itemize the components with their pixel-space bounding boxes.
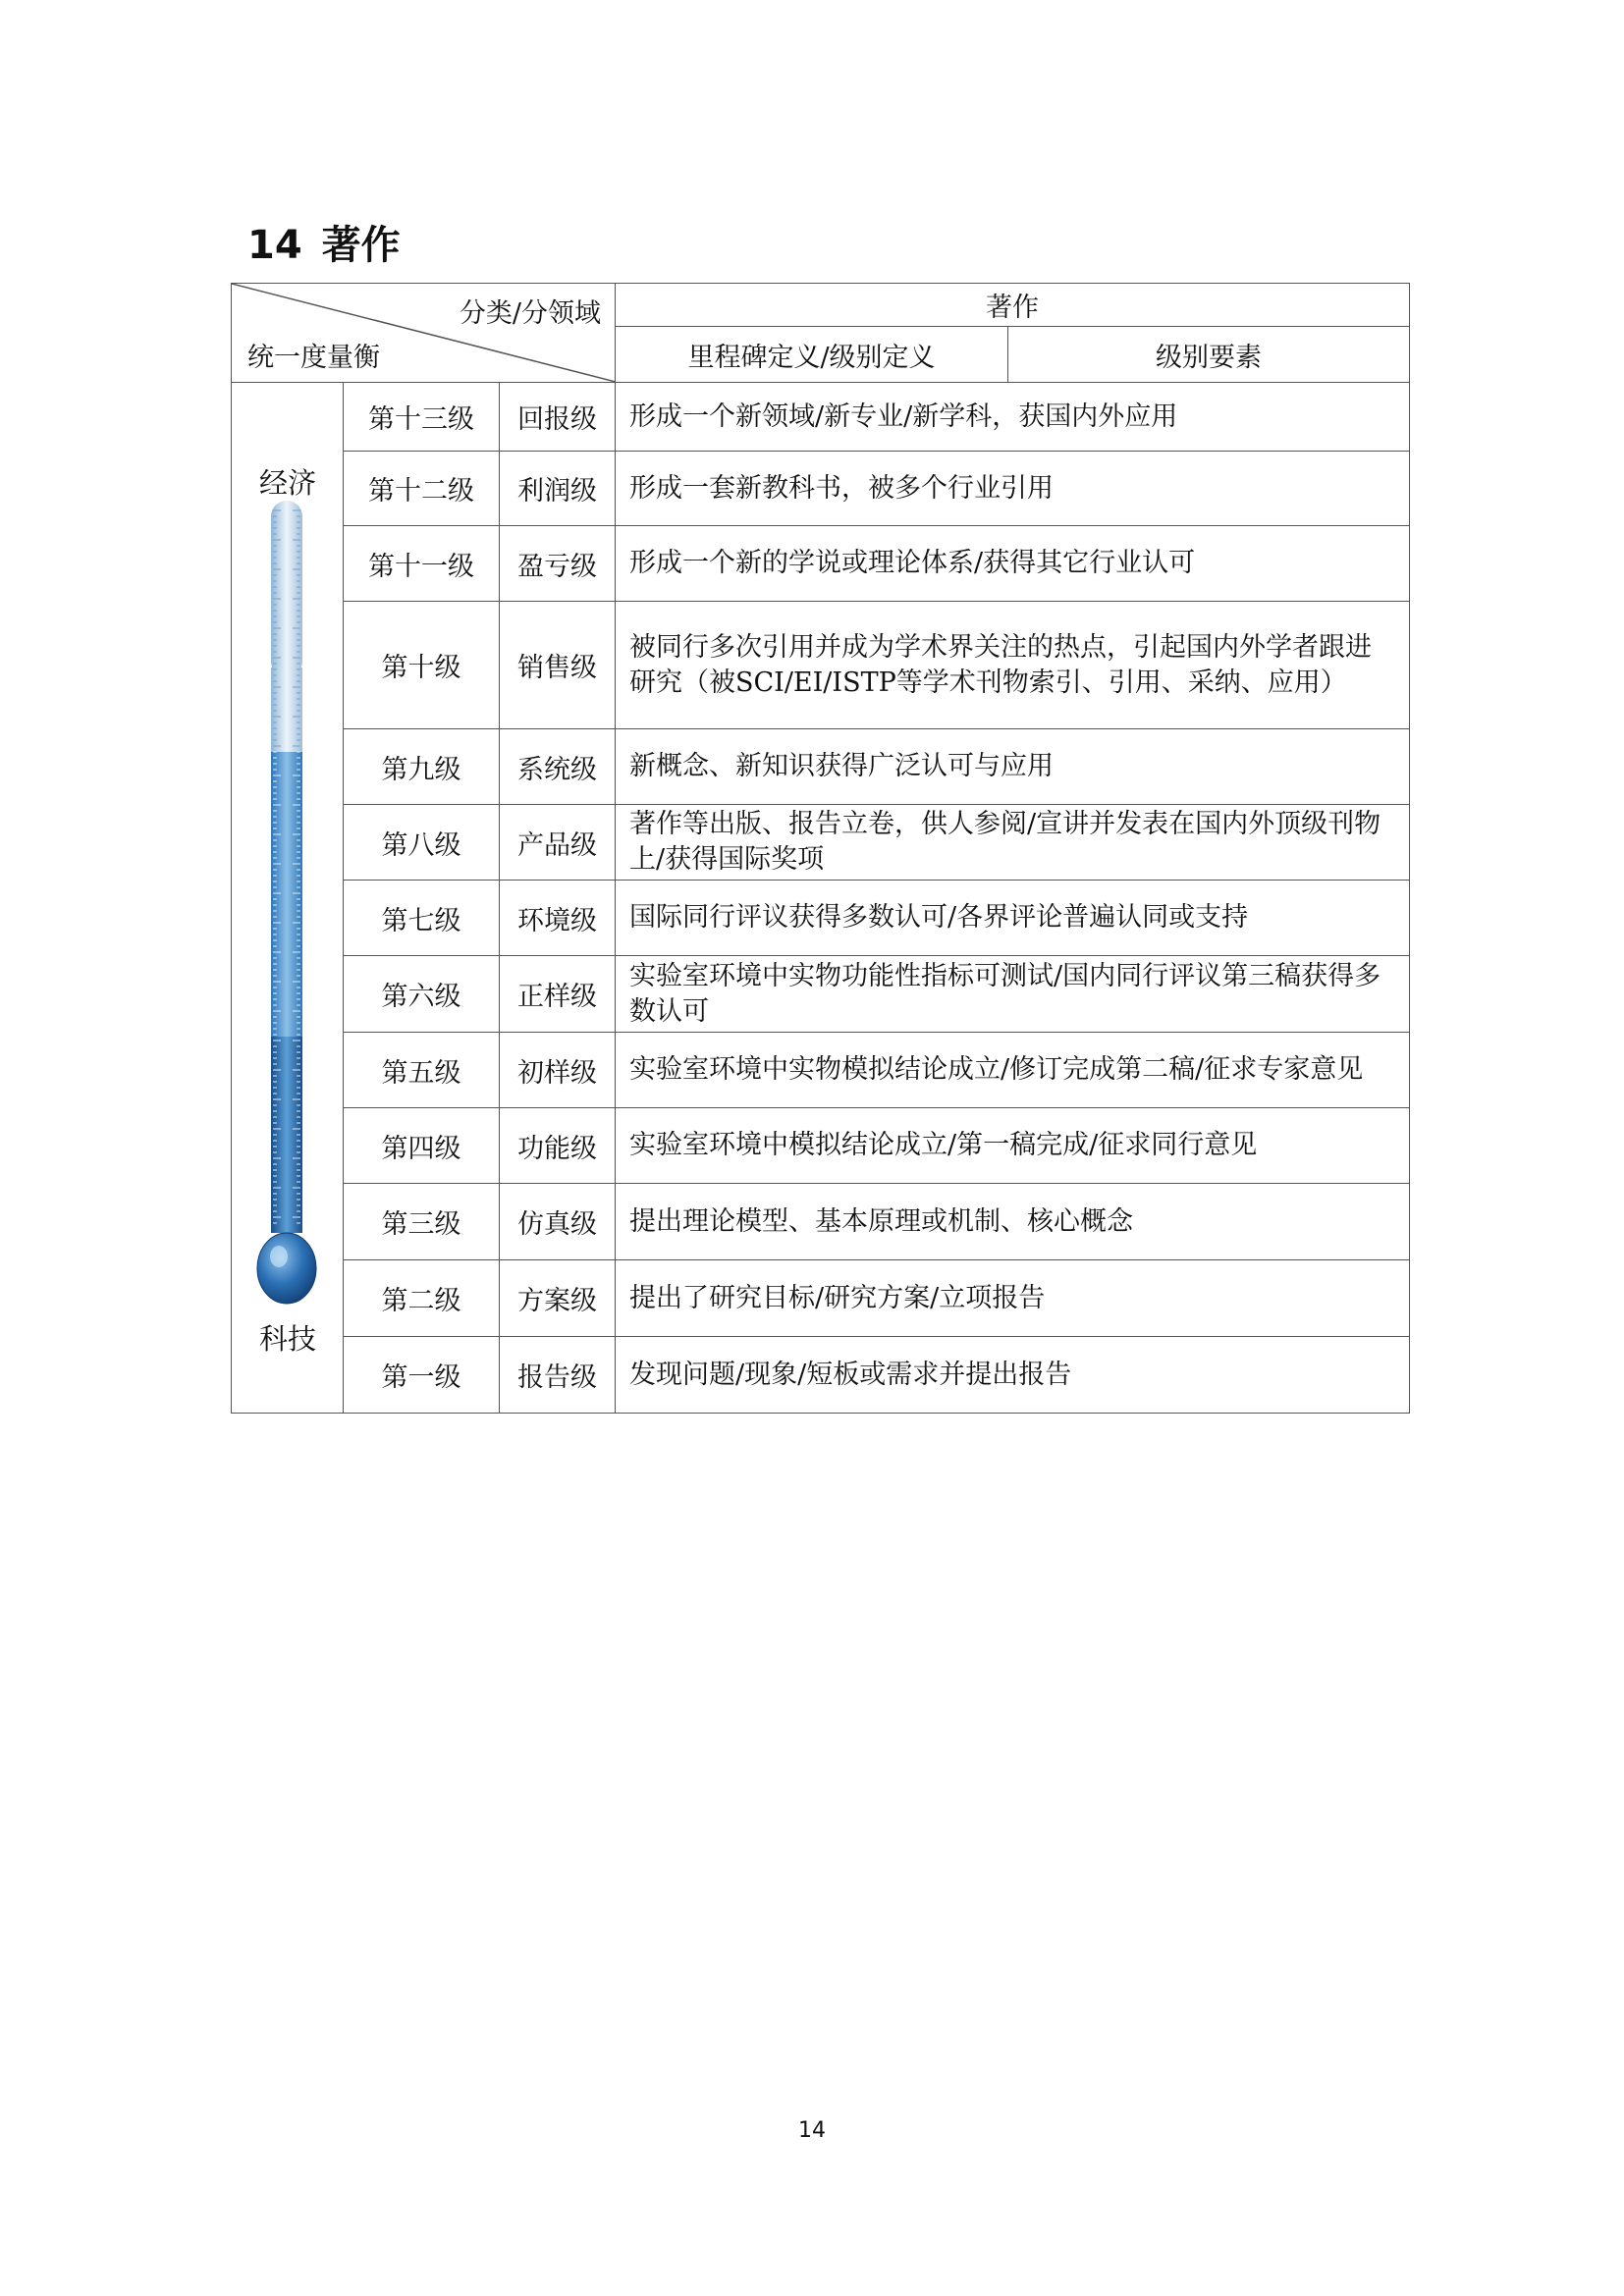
level-number-cell: 第一级: [344, 1337, 500, 1414]
header-corner-cell: [232, 284, 616, 383]
level-definition-cell: 实验室环境中实物模拟结论成立/修订完成第二稿/征求专家意见: [616, 1033, 1410, 1108]
level-name-cell: 销售级: [500, 602, 616, 729]
table-row: [232, 881, 1410, 956]
level-name-cell: 产品级: [500, 805, 616, 881]
table-row: [232, 1108, 1410, 1184]
level-definition-cell: 实验室环境中模拟结论成立/第一稿完成/征求同行意见: [616, 1108, 1410, 1184]
level-name-cell: 利润级: [500, 452, 616, 526]
level-number-cell: 第九级: [344, 729, 500, 805]
level-number-cell: 第六级: [344, 956, 500, 1033]
section-title-text: 著作: [321, 223, 401, 268]
level-name-cell: 系统级: [500, 729, 616, 805]
table-row: [232, 526, 1410, 602]
technology-label: 科技: [258, 1322, 316, 1356]
level-number-cell: 第二级: [344, 1260, 500, 1337]
level-name-cell: 环境级: [500, 881, 616, 956]
section-number: 14: [247, 223, 302, 268]
table-row: [232, 1337, 1410, 1414]
level-number-cell: 第八级: [344, 805, 500, 881]
level-definition-cell: 实验室环境中实物功能性指标可测试/国内同行评议第三稿获得多数认可: [616, 956, 1410, 1033]
level-table: [231, 283, 1410, 1414]
level-number-cell: 第十三级: [344, 383, 500, 452]
level-number-cell: 第三级: [344, 1184, 500, 1260]
level-definition-cell: 形成一个新领域/新专业/新学科，获国内外应用: [616, 383, 1410, 452]
level-name-cell: 回报级: [500, 383, 616, 452]
table-row: [232, 956, 1410, 1033]
table-row: [232, 602, 1410, 729]
domain-header: 著作: [616, 284, 1410, 327]
table-row: [232, 805, 1410, 881]
level-definition-cell: 形成一个新的学说或理论体系/获得其它行业认可: [616, 526, 1410, 602]
level-name-cell: 盈亏级: [500, 526, 616, 602]
table-row: [232, 1260, 1410, 1337]
level-definition-cell: 形成一套新教科书，被多个行业引用: [616, 452, 1410, 526]
level-name-cell: 方案级: [500, 1260, 616, 1337]
definition-column-header: 里程碑定义/级别定义: [616, 327, 1008, 383]
section-title: [247, 214, 420, 270]
level-name-cell: 初样级: [500, 1033, 616, 1108]
table-row: [232, 383, 1410, 452]
level-definition-cell: 国际同行评议获得多数认可/各界评论普遍认同或支持: [616, 881, 1410, 956]
table-row: [232, 452, 1410, 526]
level-number-cell: 第十二级: [344, 452, 500, 526]
unified-measure-label: 统一度量衡: [247, 343, 380, 373]
level-number-cell: 第五级: [344, 1033, 500, 1108]
level-name-cell: 仿真级: [500, 1184, 616, 1260]
level-number-cell: 第四级: [344, 1108, 500, 1184]
level-number-cell: 第十级: [344, 602, 500, 729]
level-name-cell: 正样级: [500, 956, 616, 1033]
thermometer-icon: [232, 383, 344, 1414]
level-definition-cell: 新概念、新知识获得广泛认可与应用: [616, 729, 1410, 805]
economy-label: 经济: [258, 466, 316, 500]
level-definition-cell: 被同行多次引用并成为学术界关注的热点，引起国内外学者跟进研究（被SCI/EI/ISTP等学术刊物索引、引用、采纳、应用）: [616, 602, 1410, 729]
level-definition-cell: 著作等出版、报告立卷，供人参阅/宣讲并发表在国内外顶级刊物上/获得国际奖项: [616, 805, 1410, 881]
table-row: [232, 1033, 1410, 1108]
table-row: [232, 729, 1410, 805]
thermometer-cell: [232, 383, 344, 1414]
level-name-cell: 功能级: [500, 1108, 616, 1184]
level-number-cell: 第七级: [344, 881, 500, 956]
level-definition-cell: 提出理论模型、基本原理或机制、核心概念: [616, 1184, 1410, 1260]
page-number: 14: [798, 2118, 826, 2143]
level-definition-cell: 提出了研究目标/研究方案/立项报告: [616, 1260, 1410, 1337]
category-label: 分类/分领域: [459, 298, 602, 329]
elements-column-header: 级别要素: [1008, 327, 1410, 383]
level-name-cell: 报告级: [500, 1337, 616, 1414]
level-number-cell: 第十一级: [344, 526, 500, 602]
table-row: [232, 1184, 1410, 1260]
level-definition-cell: 发现问题/现象/短板或需求并提出报告: [616, 1337, 1410, 1414]
